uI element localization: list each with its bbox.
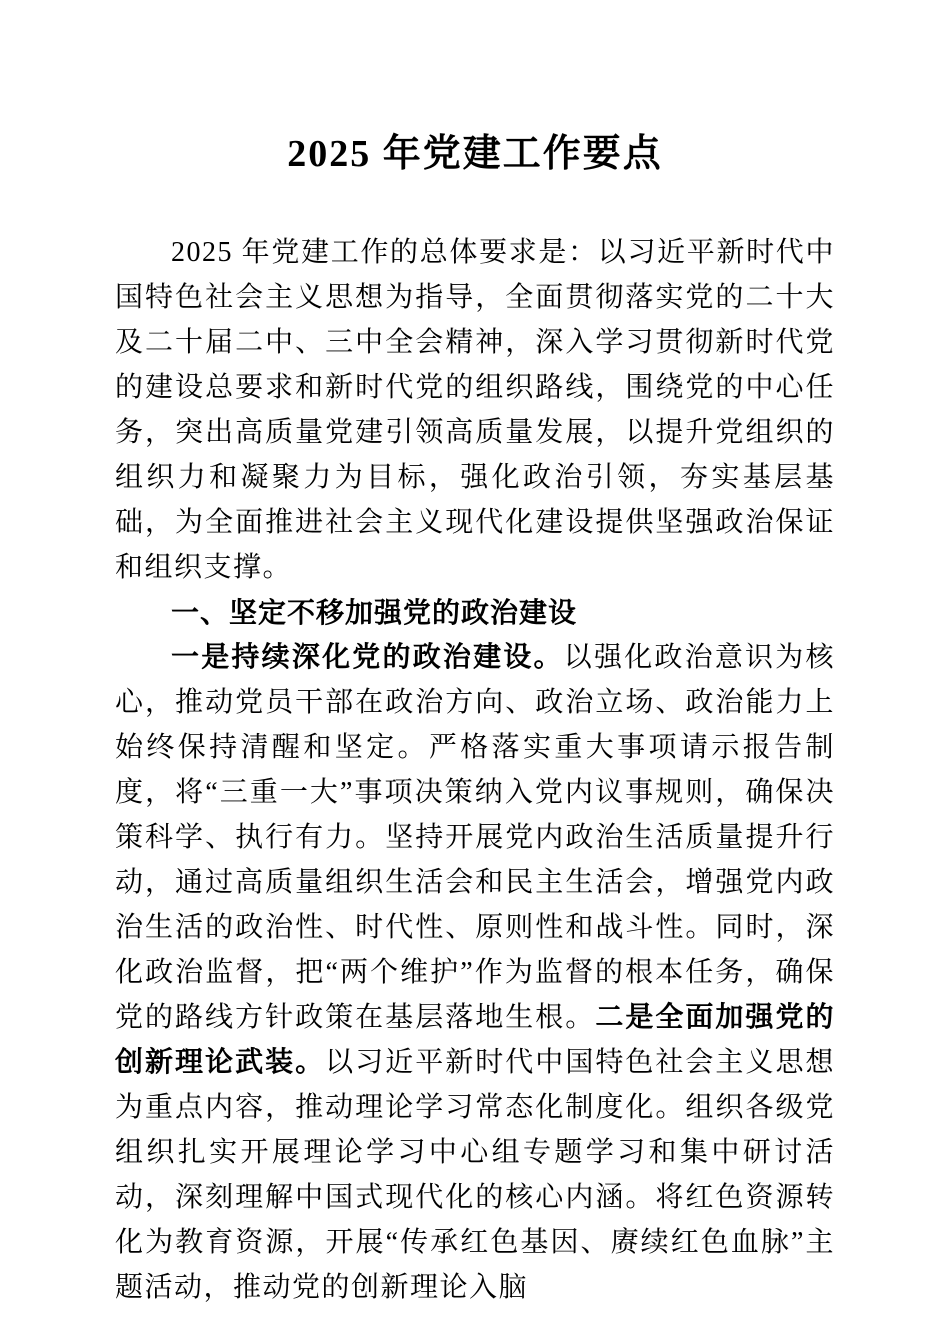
body-run-2: 以习近平新时代中国特色社会主义思想为重点内容，推动理论学习常态化制度化。组织各级党组织扎实开展理论学习中心组专题学习和集中研讨活动，深刻理解中国式现代化的核心内涵。将红色资源转化为教育资源，开展“传承红色基因、赓续红色血脉”主题活动，推动党的创新理论入脑 bbox=[115, 1047, 835, 1303]
body-run-1: 以强化政治意识为核心，推动党员干部在政治方向、政治立场、政治能力上始终保持清醒和坚定。严格落实重大事项请示报告制度，将“三重一大”事项决策纳入党内议事规则，确保决策科学、执行有力。坚持开展党内政治生活质量提升行动，通过高质量组织生活会和民主生活会，增强党内政治生活的政治性、时代性、原则性和战斗性。同时，深化政治监督，把“两个维护”作为监督的根本任务，确保党的路线方针政策在基层落地生根。 bbox=[115, 642, 835, 1033]
lead-phrase-1: 一是持续深化党的政治建设。 bbox=[171, 642, 564, 673]
section-1-paragraph bbox=[115, 635, 835, 1310]
intro-paragraph: 2025 年党建工作的总体要求是：以习近平新时代中国特色社会主义思想为指导，全面贯彻落实党的二十大及二十届二中、三中全会精神，深入学习贯彻新时代党的建设总要求和新时代党的组织路线，围绕党的中心任务，突出高质量党建引领高质量发展，以提升党组织的组织力和凝聚力为目标，强化政治引领，夯实基层基础，为全面推进社会主义现代化建设提供坚强政治保证和组织支撑。 bbox=[115, 237, 835, 583]
section-1-heading: 一、坚定不移加强党的政治建设 bbox=[171, 597, 578, 628]
lead-phrase-2: 二是全面加强党的创新理论武装。 bbox=[115, 1002, 835, 1078]
document-title: 2025 年党建工作要点 bbox=[287, 133, 663, 175]
